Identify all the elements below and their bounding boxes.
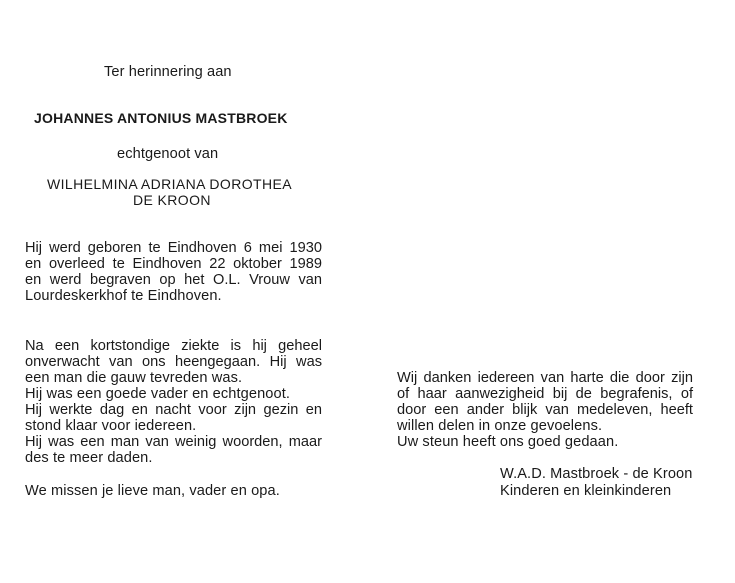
signature-line2: Kinderen en kleinkinderen xyxy=(500,483,672,499)
tribute-line: stond klaar voor iedereen. xyxy=(25,418,197,434)
spouse-name-line1: WILHELMINA ADRIANA DOROTHEA xyxy=(47,176,292,192)
thanks-line: Wij danken iedereen van harte die door zijn xyxy=(397,370,693,386)
deceased-name: JOHANNES ANTONIUS MASTBROEK xyxy=(34,110,288,126)
intro-text: Ter herinnering aan xyxy=(104,64,232,80)
tribute-line: des te meer daden. xyxy=(25,450,153,466)
tribute-line: Hij werkte dag en nacht voor zijn gezin en xyxy=(25,402,322,418)
spouse-name-line2: DE KROON xyxy=(133,192,211,208)
bio-line: Lourdeskerkhof te Eindhoven. xyxy=(25,288,222,304)
bio-line: Hij werd geboren te Eindhoven 6 mei 1930 xyxy=(25,240,322,256)
signature-line1: W.A.D. Mastbroek - de Kroon xyxy=(500,466,693,482)
tribute-line: Na een kortstondige ziekte is hij geheel xyxy=(25,338,322,354)
tribute-line: onverwacht van ons heengegaan. Hij was xyxy=(25,354,322,370)
relation-text: echtgenoot van xyxy=(117,146,219,162)
tribute-line: Hij was een goede vader en echtgenoot. xyxy=(25,386,291,402)
tribute-line: Hij was een man van weinig woorden, maar xyxy=(25,434,322,450)
tribute-line: een man die gauw tevreden was. xyxy=(25,370,243,386)
bio-line: en werd begraven op het O.L. Vrouw van xyxy=(25,272,322,288)
thanks-line: willen delen in onze gevoelens. xyxy=(397,418,603,434)
thanks-line: of haar aanwezigheid bij de begrafenis, of xyxy=(397,386,693,402)
closing-text: We missen je lieve man, vader en opa. xyxy=(25,483,280,499)
thanks-line: Uw steun heeft ons goed gedaan. xyxy=(397,434,619,450)
bio-line: en overleed te Eindhoven 22 oktober 1989 xyxy=(25,256,322,272)
thanks-line: door een ander blijk van medeleven, heeft xyxy=(397,402,693,418)
